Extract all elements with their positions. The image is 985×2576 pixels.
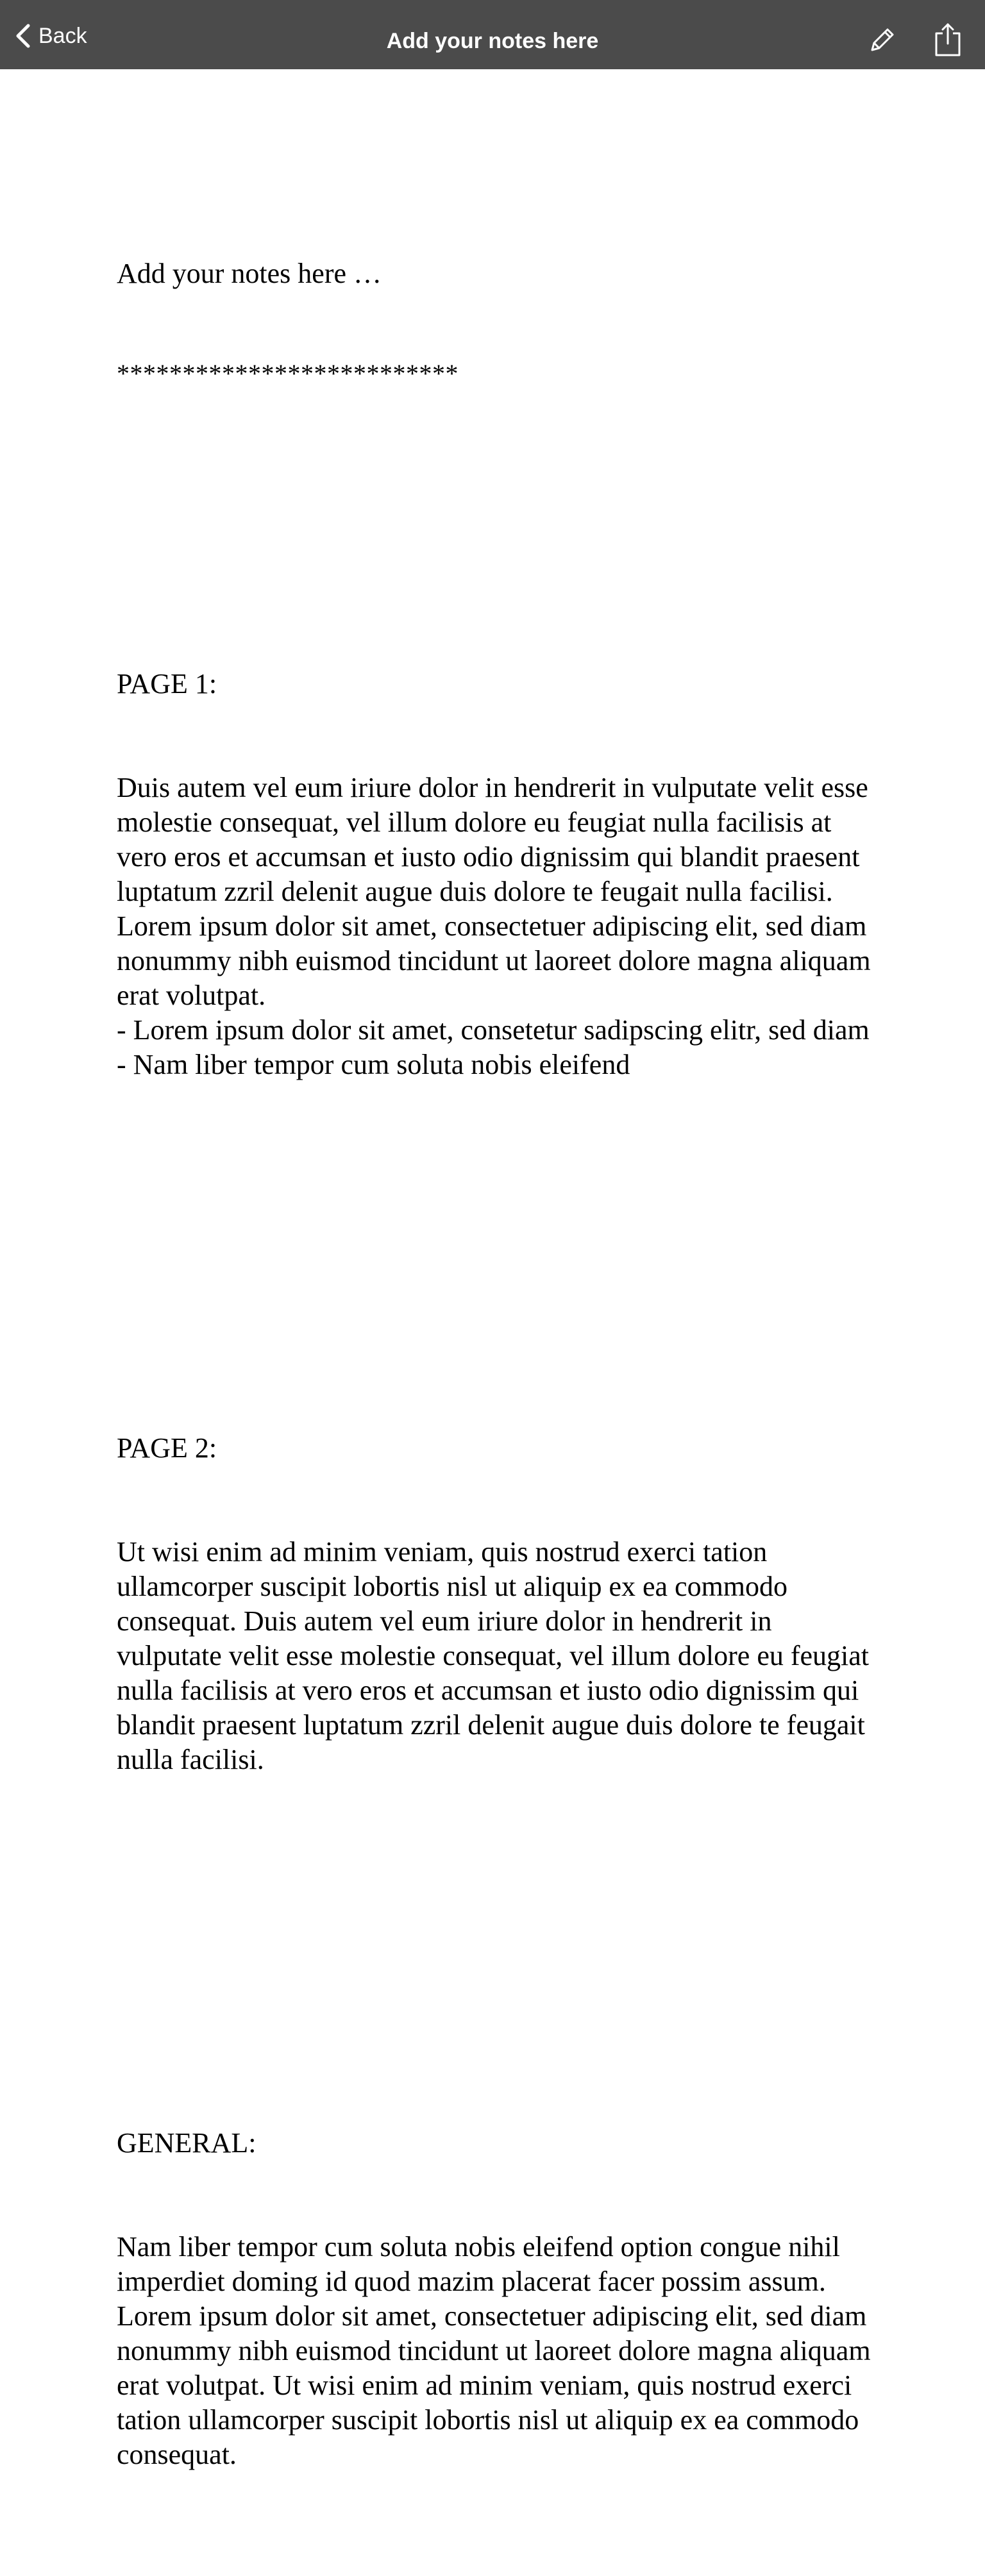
section-body: Ut wisi enim ad minim veniam, quis nostrud exerci tation ullamcorper suscipit lobortis nisl ut aliquip ex ea commodo consequat. Duis autem vel eum iriure dolor in hendrerit in vulputate velit esse molestie consequat, vel illum dolore eu feugiat nulla facilisis at vero eros et accumsan et iusto odio dignissim qui blandit praesent luptatum zzril delenit augue duis dolore te feugait nulla facilisi. [117,1536,877,1775]
back-label: Back [38,24,87,48]
chevron-left-icon [14,23,32,49]
note-section [117,2057,878,2541]
note-header: Add your notes here … [117,258,382,289]
section-heading: GENERAL: [117,2127,257,2159]
note-section [117,598,873,1151]
share-button[interactable] [930,22,966,58]
section-body: Nam liber tempor cum soluta nobis eleifend option congue nihil imperdiet doming id quod mazim placerat facer possim assum. Lorem ipsum dolor sit amet, consectetuer adipiscing elit, sed diam nonummy nibh euismod tincidunt ut laoreet dolore magna aliquam erat volutpat. Ut wisi enim ad minim veniam, quis nostrud exerci tation ullamcorper suscipit lobortis nisl ut aliquip ex ea commodo consequat. [117,2231,878,2470]
section-heading: PAGE 1: [117,668,217,699]
note-section [117,1362,877,1846]
back-button[interactable] [14,23,87,49]
share-icon [932,22,963,58]
page-title: Add your notes here [386,29,599,53]
note-text-area[interactable] [117,187,878,2470]
pencil-icon [867,24,898,55]
note-separator: ************************** [117,359,459,388]
section-body: Duis autem vel eum iriure dolor in hendrerit in vulputate velit esse molestie consequat, vel illum dolore eu feugiat nulla facilisis at vero eros et accumsan et iusto odio dignissim qui blandit praesent luptatum zzril delenit augue duis dolore te feugait nulla facilisi. Lorem ipsum dolor sit amet, consectetuer adipiscing elit, sed diam nonummy nibh euismod tincidunt ut laoreet dolore magna aliquam erat volutpat. - Lorem ipsum dolor sit amet, consetetur sadipscing elitr, sed diam - Nam liber tempor cum soluta nobis eleifend [117,772,871,1080]
navigation-bar [0,0,985,69]
edit-button[interactable] [864,22,900,58]
section-heading: PAGE 2: [117,1432,217,1464]
